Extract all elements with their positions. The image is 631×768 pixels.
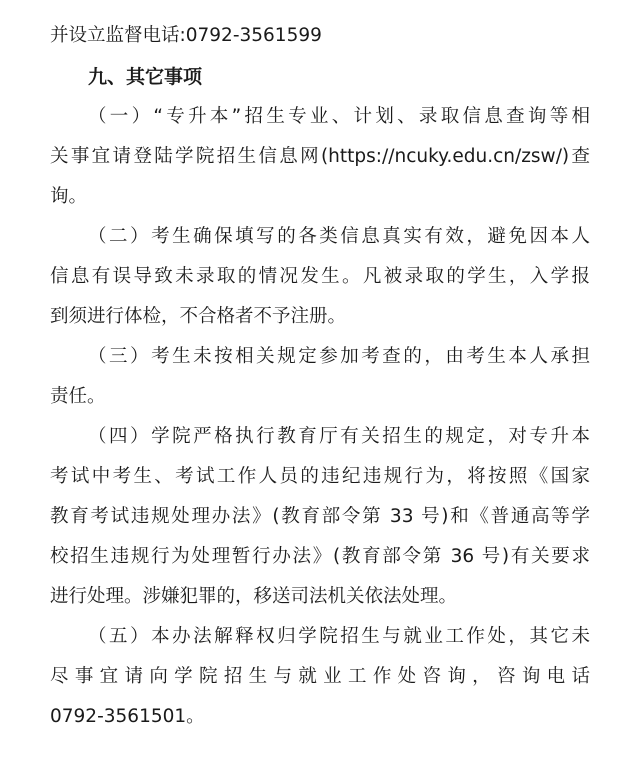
paragraph-4-line-2: 考试中考生、考试工作人员的违纪违规行为，将按照《国家 (50, 466, 590, 487)
paragraph-1-line-2: 关事宜请登陆学院招生信息网(https://ncuky.edu.cn/zsw/)查 (50, 146, 590, 167)
paragraph-4-line-3: 教育考试违规处理办法》(教育部令第 33 号)和《普通高等学 (50, 506, 590, 527)
paragraph-2-line-2: 信息有误导致未录取的情况发生。凡被录取的学生，入学报 (50, 266, 590, 287)
paragraph-4-line-5: 进行处理。涉嫌犯罪的，移送司法机关依法处理。 (50, 586, 458, 607)
paragraph-5-line-2: 尽事宜请向学院招生与就业工作处咨询，咨询电话 (50, 666, 590, 687)
paragraph-5-line-3: 0792-3561501。 (50, 706, 205, 727)
paragraph-1-line-1: （一）“专升本”招生专业、计划、录取信息查询等相 (88, 106, 590, 127)
paragraph-2-line-1: （二）考生确保填写的各类信息真实有效，避免因本人 (88, 226, 590, 247)
paragraph-5-line-1: （五）本办法解释权归学院招生与就业工作处，其它未 (88, 626, 590, 647)
paragraph-1-line-3: 询。 (50, 186, 88, 207)
paragraph-3-line-2: 责任。 (50, 386, 106, 407)
section-heading: 九、其它事项 (88, 66, 203, 88)
paragraph-4-line-1: （四）学院严格执行教育厅有关招生的规定，对专升本 (88, 426, 590, 447)
paragraph-3-line-1: （三）考生未按相关规定参加考查的，由考生本人承担 (88, 346, 590, 367)
text-line-phone-intro: 并设立监督电话:0792-3561599 (50, 25, 322, 46)
paragraph-2-line-3: 到须进行体检，不合格者不予注册。 (50, 306, 347, 327)
paragraph-4-line-4: 校招生违规行为处理暂行办法》(教育部令第 36 号)有关要求 (50, 546, 590, 567)
